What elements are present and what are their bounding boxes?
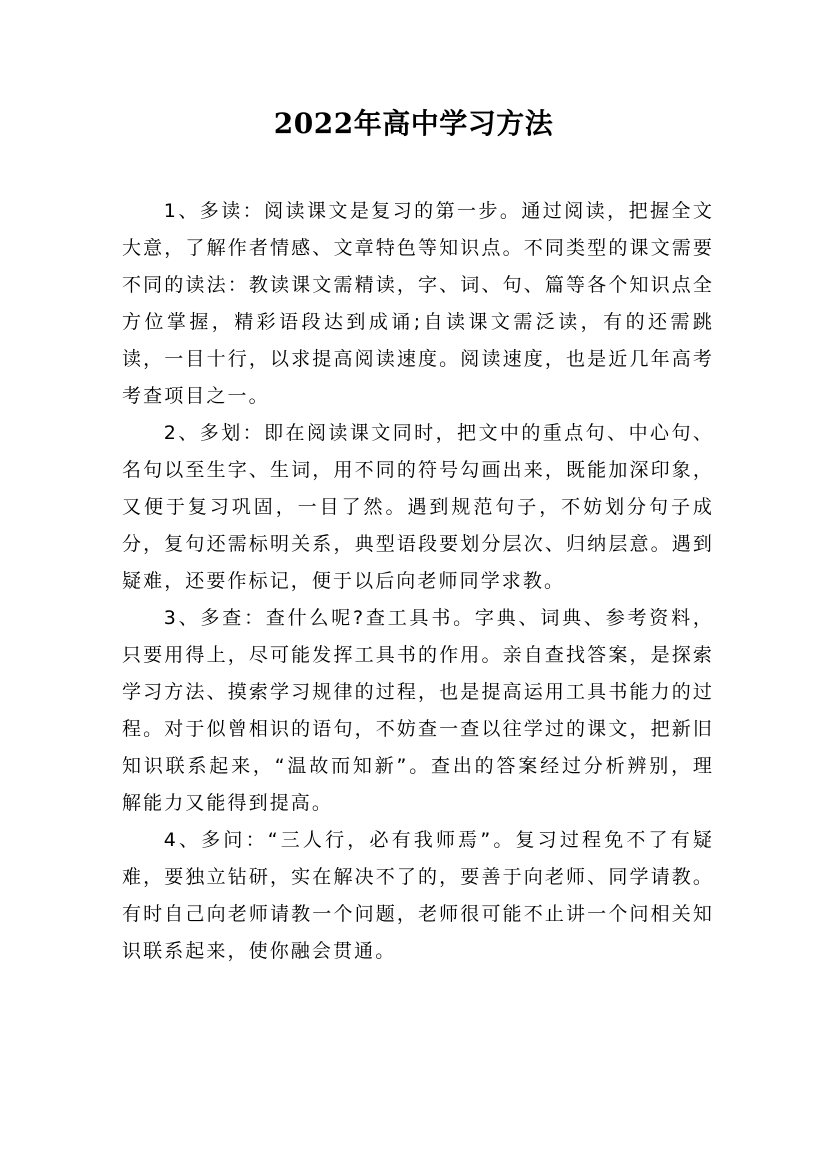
document-title: 2022年高中学习方法 (273, 107, 554, 140)
paragraph-3: 3、多查：查什么呢?查工具书。字典、词典、参考资料，只要用得上，尽可能发挥工具书的作用。亲自查找答案，是探索学习方法、摸索学习规律的过程，也是提高运用工具书能力的过程。对于似曾相识的语句，不妨查一查以往学过的课文，把新旧知识联系起来，“温故而知新”。查出的答案经过分析辨别，理解能力又能得到提高。 (122, 607, 714, 814)
paragraph-1: 1、多读：阅读课文是复习的第一步。通过阅读，把握全文大意，了解作者情感、文章特色等知识点。不同类型的课文需要不同的读法：教读课文需精读，字、词、句、篇等各个知识点全方位掌握，精彩语段达到成诵;自读课文需泛读，有的还需跳读，一目十行，以求提高阅读速度。阅读速度，也是近几年高考考查项目之一。 (122, 200, 714, 407)
paragraph-2: 2、多划：即在阅读课文同时，把文中的重点句、中心句、名句以至生字、生词，用不同的符号勾画出来，既能加深印象，又便于复习巩固，一目了然。遇到规范句子，不妨划分句子成分，复句还需标明关系，典型语段要划分层次、归纳层意。遇到疑难，还要作标记，便于以后向老师同学求教。 (122, 422, 714, 592)
document-body (122, 193, 714, 970)
paragraph-4: 4、多问：“三人行，必有我师焉”。复习过程免不了有疑难，要独立钻研，实在解决不了的，要善于向老师、同学请教。有时自己向老师请教一个问题，老师很可能不止讲一个问相关知识联系起来，使你融会贯通。 (122, 829, 714, 962)
